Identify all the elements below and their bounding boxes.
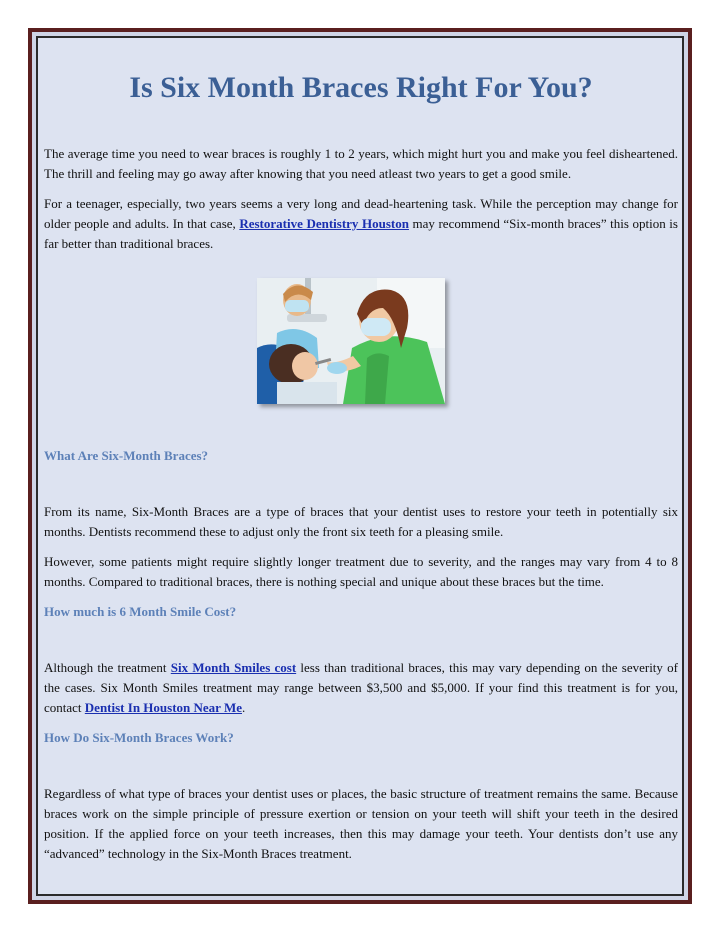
section3-paragraph-1: Regardless of what type of braces your dentist uses or places, the basic structure of treatment remains the same. Because braces work on the simple principle of pressure exertion or tension on your teeth will shift your teeth in the desired position. If the applied force on your teeth increases, then this may damage your teeth. Your dentists don’t use any “advanced” technology in the Six-Month Braces treatment. (44, 786, 678, 861)
document-body (38, 38, 682, 894)
restorative-dentistry-link[interactable]: Restorative Dentistry Houston (239, 216, 409, 231)
dentist-in-houston-link[interactable]: Dentist In Houston Near Me (84, 700, 242, 715)
section-heading-cost: How much is 6 Month Smile Cost? (44, 604, 237, 619)
intro-paragraph-1: The average time you need to wear braces is roughly 1 to 2 years, which might hurt you and make you feel disheartened. The thrill and feeling may go away after knowing that you need atleast two years to get a good smile. (44, 146, 678, 181)
page-title: Is Six Month Braces Right For You? (129, 71, 593, 104)
section1-paragraph-1: From its name, Six-Month Braces are a type of braces that your dentist uses to restore your teeth in potentially six months. Dentists recommend these to adjust only the front six teeth for a pleasing smile. (44, 504, 678, 539)
section1-paragraph-2: However, some patients might require slightly longer treatment due to severity, and the ranges may vary from 4 to 8 months. Compared to traditional braces, there is nothing special and unique about these braces but the time. (44, 554, 678, 589)
section-heading-what-are: What Are Six-Month Braces? (44, 448, 209, 463)
page-border (28, 28, 692, 904)
six-month-smiles-cost-link[interactable]: Six Month Smiles cost (170, 660, 297, 675)
dentist-with-patient-photo (257, 278, 445, 404)
article (44, 68, 678, 874)
section-heading-how-work: How Do Six-Month Braces Work? (44, 730, 234, 745)
section2-paragraph-1: Although the treatment Six Month Smiles cost less than traditional braces, this may vary depending on the severity of the cases. Six Month Smiles treatment may range between $3,500 and $5,000. If your find this treatment is for you, contact Dentist In Houston Near Me. (44, 660, 678, 715)
intro-paragraph-2: For a teenager, especially, two years seems a very long and dead-heartening task. While the perception may change for older people and adults. In that case, Restorative Dentistry Houston may recommend “Six-month braces” this option is far better than traditional braces. (44, 196, 678, 251)
